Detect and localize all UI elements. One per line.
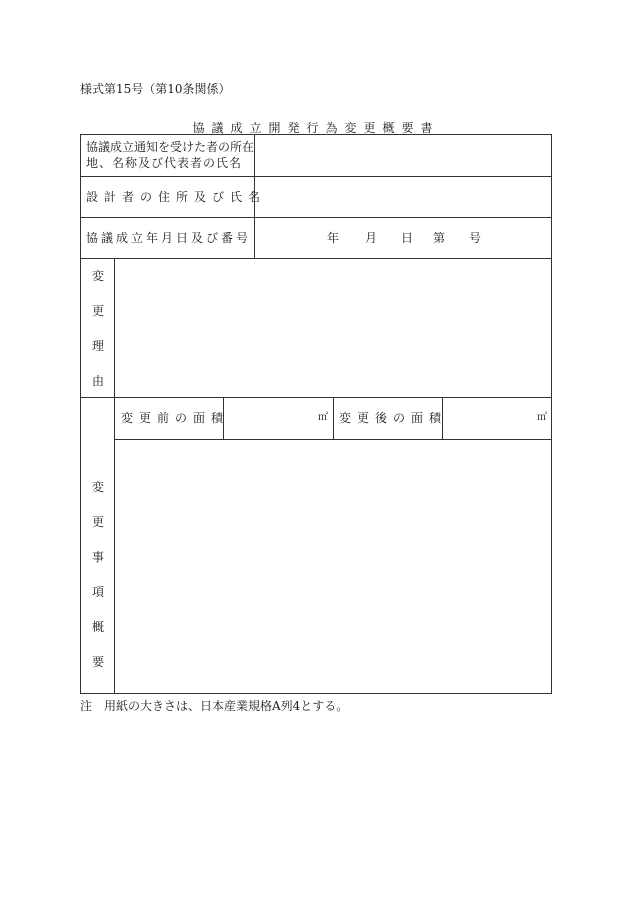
notified-party-label-line1: 協議成立通知を受けた者の所在 xyxy=(86,140,255,154)
agreement-year-unit: 年 xyxy=(327,231,340,245)
change-reason-char: 更 xyxy=(91,304,104,318)
form-table xyxy=(80,134,552,694)
change-reason-label xyxy=(82,268,114,408)
change-summary-char: 事 xyxy=(91,550,104,564)
col-divider xyxy=(333,397,334,439)
area-before-unit: ㎡ xyxy=(318,412,328,423)
notified-party-label-line2: 地、名称及び代表者の氏名 xyxy=(86,156,243,170)
area-before-field[interactable] xyxy=(224,398,333,439)
change-reason-field[interactable] xyxy=(115,259,551,397)
agreement-dai-unit: 第 xyxy=(433,231,446,245)
agreement-month-unit: 月 xyxy=(365,231,378,245)
change-summary-char: 更 xyxy=(91,515,104,529)
area-after-label: 変更後の面積 xyxy=(339,411,448,425)
change-summary-char: 概 xyxy=(91,620,104,634)
designer-label: 設計者の住所及び氏名 xyxy=(86,190,267,204)
row-divider xyxy=(81,217,551,218)
change-summary-char: 要 xyxy=(91,655,104,669)
change-summary-label xyxy=(82,479,114,689)
area-after-unit: ㎡ xyxy=(537,412,547,423)
change-summary-field[interactable] xyxy=(115,440,551,693)
change-summary-char: 変 xyxy=(91,480,104,494)
document-title: 協議成立開発行為変更概要書 xyxy=(192,121,440,135)
area-before-label: 変更前の面積 xyxy=(121,411,230,425)
agreement-date-label: 協議成立年月日及び番号 xyxy=(86,231,252,245)
agreement-day-unit: 日 xyxy=(401,231,414,245)
notified-party-label xyxy=(86,139,254,171)
change-reason-char: 理 xyxy=(91,339,104,353)
agreement-go-unit: 号 xyxy=(469,231,482,245)
change-reason-char: 由 xyxy=(91,374,104,388)
form-number: 様式第15号（第10条関係） xyxy=(80,82,231,96)
notified-party-field[interactable] xyxy=(255,136,551,176)
paper-size-note: 注 用紙の大きさは、日本産業規格A列4とする。 xyxy=(80,699,349,713)
designer-field[interactable] xyxy=(255,177,551,217)
change-summary-char: 項 xyxy=(91,585,104,599)
change-reason-char: 変 xyxy=(91,269,104,283)
area-after-field[interactable] xyxy=(443,398,551,439)
